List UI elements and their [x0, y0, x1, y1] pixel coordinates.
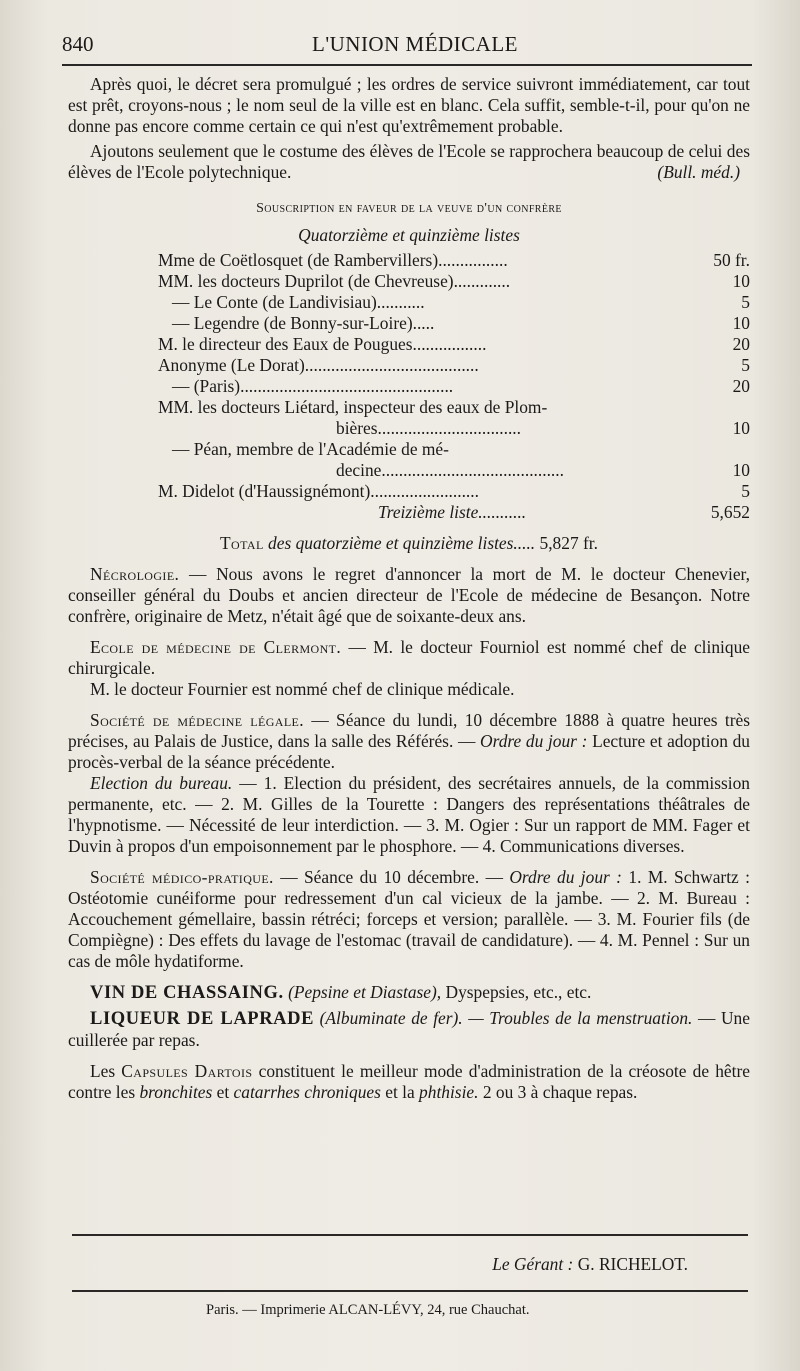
subscription-row	[158, 271, 750, 292]
subscriber-name: — (Paris).................................................	[172, 376, 454, 396]
subscription-row	[158, 250, 750, 271]
page-header	[62, 28, 748, 62]
subscription-row	[158, 481, 750, 502]
paragraph-decree: Après quoi, le décret sera promulgué ; les ordres de service suivront immédiatement, car tout est prêt, croyons-nous ; le nom seul de la ville est en blanc. Cela suffit, semble-t-il, pour qu'on ne donne pas encore comme certain ce qui n'est qu'extrêmement probable.	[68, 74, 750, 136]
subscription-amount	[700, 439, 750, 460]
subscription-amount: 5	[741, 481, 750, 501]
subscriber-name: decine..........................................	[336, 460, 564, 480]
subscription-title: Souscription en faveur de la veuve d'un confrère	[256, 201, 562, 216]
subscription-row	[158, 313, 750, 334]
medico-pratique-notice: Société médico-pratique. — Séance du 10 décembre. — Ordre du jour : 1. M. Schwartz : Ostéotomie cunéiforme pour redressement d'un cal vicieux de la jambe. — 2. M. Bureau : Accouchement gémellaire, bassin rétréci; forceps et version; parallèle. — 3. M. Fourier fils (de Compiègne) : Des effets du lavage de l'estomac (travail de candidature). — 4. M. Pennel : Sur un cas de môle hydatiforme.	[68, 867, 750, 971]
medecine-legale-notice: Société de médecine légale. — Séance du lundi, 10 décembre 1888 à quatre heures très précises, au Palais de Justice, dans la salle des Référés. — Ordre du jour : Lecture et adoption du procès-verbal de la séance précédente.	[68, 710, 750, 772]
clermont-notice: Ecole de médecine de Clermont. — M. le docteur Fourniol est nommé chef de clinique chirurgicale.	[68, 637, 750, 678]
paragraph-costume-text: Ajoutons seulement que le costume des élèves de l'Ecole se rapprochera beaucoup de celui des élèves de l'Ecole polytechnique.	[68, 141, 750, 182]
subscription-row	[158, 355, 750, 376]
subscription-amount: 10	[732, 271, 750, 291]
subscription-amount: 20	[732, 376, 750, 396]
ad-vin-chassaing: VIN DE CHASSAING. (Pepsine et Diastase), Dyspepsies, etc., etc.	[90, 982, 592, 1003]
subscriber-name: Mme de Coëtlosquet (de Rambervillers)................	[158, 250, 508, 270]
subscriber-name: bières.................................	[336, 418, 521, 438]
subscription-amount: 10	[732, 460, 750, 480]
subscription-row	[158, 418, 750, 439]
footer-rule-top	[72, 1234, 748, 1236]
subscription-amount	[700, 397, 750, 418]
subscription-amount: 50 fr.	[713, 250, 750, 270]
subscription-amount: 5	[741, 292, 750, 312]
subscription-list	[158, 250, 750, 523]
election-notice: Election du bureau. — 1. Election du président, des secrétaires annuels, de la commission permanente, etc. — 2. M. Gilles de la Tourette : Dangers des représentations théâtrales de l'hypnotisme. — Nécessité de leur interdiction. — 3. M. Ogier : Sur un rapport de MM. Fager et Duvin à propos d'un empoisonnement par le phosphore. — 4. Communications diverses.	[68, 773, 750, 856]
subscription-amount: 20	[732, 334, 750, 354]
necrologie-notice: Nécrologie. — Nous avons le regret d'annoncer la mort de M. le docteur Chenevier, conseiller général du Doubs et ancien directeur de l'Ecole de médecine de Besançon. Notre confrère, originaire de Metz, n'était âgé que de soixante-deux ans.	[68, 564, 750, 626]
subscriber-name: M. le directeur des Eaux de Pougues.................	[158, 334, 487, 354]
subscription-row	[158, 292, 750, 313]
subscriber-name: Anonyme (Le Dorat)........................................	[158, 355, 479, 375]
ad-capsules-dartois: Les Capsules Dartois constituent le meilleur mode d'administration de la créosote de hêtre contre les bronchites et catarrhes chroniques et la phthisie. 2 ou 3 à chaque repas.	[68, 1061, 750, 1102]
subscription-amount: 10	[732, 418, 750, 438]
subscription-amount: 5,652	[710, 502, 750, 522]
subscription-row	[158, 502, 750, 523]
subscription-row	[158, 439, 750, 460]
subscriber-name: — Péan, membre de l'Académie de mé-	[172, 439, 449, 459]
subscription-total: Total des quatorzième et quinzième listes..... 5,827 fr.	[220, 533, 598, 553]
subscriber-name: — Legendre (de Bonny-sur-Loire).....	[172, 313, 435, 333]
subscription-row	[158, 376, 750, 397]
footer-rule-bottom	[72, 1290, 748, 1292]
subscription-row	[158, 397, 750, 418]
subscriber-name: MM. les docteurs Liétard, inspecteur des eaux de Plom-	[158, 397, 548, 417]
subscriber-name: MM. les docteurs Duprilot (de Chevreuse).............	[158, 271, 511, 291]
page-number: 840	[62, 32, 94, 56]
printer-imprint: Paris. — Imprimerie ALCAN-LÉVY, 24, rue Chauchat.	[206, 1302, 530, 1318]
subscriber-name: M. Didelot (d'Haussignémont).........................	[158, 481, 479, 501]
subscription-amount: 10	[732, 313, 750, 333]
subscription-row	[158, 460, 750, 481]
page-body	[68, 74, 750, 1103]
header-rule	[62, 64, 752, 66]
subscription-amount: 5	[741, 355, 750, 375]
subscription-row	[158, 334, 750, 355]
gerant-signature: Le Gérant : G. RICHELOT.	[492, 1254, 688, 1274]
clermont-notice-2: M. le docteur Fournier est nommé chef de clinique médicale.	[90, 679, 515, 699]
ad-liqueur-laprade: LIQUEUR DE LAPRADE (Albuminate de fer). — Troubles de la menstruation. — Une cuillerée par repas.	[68, 1008, 750, 1050]
paragraph-costume	[68, 141, 750, 183]
subscriber-name: — Le Conte (de Landivisiau)...........	[172, 292, 425, 312]
subscription-subtitle: Quatorzième et quinzième listes	[298, 225, 520, 245]
journal-title: L'UNION MÉDICALE	[312, 32, 519, 56]
paragraph-costume-source: (Bull. méd.)	[657, 162, 740, 182]
subscriber-name: Treizième liste...........	[378, 502, 527, 522]
